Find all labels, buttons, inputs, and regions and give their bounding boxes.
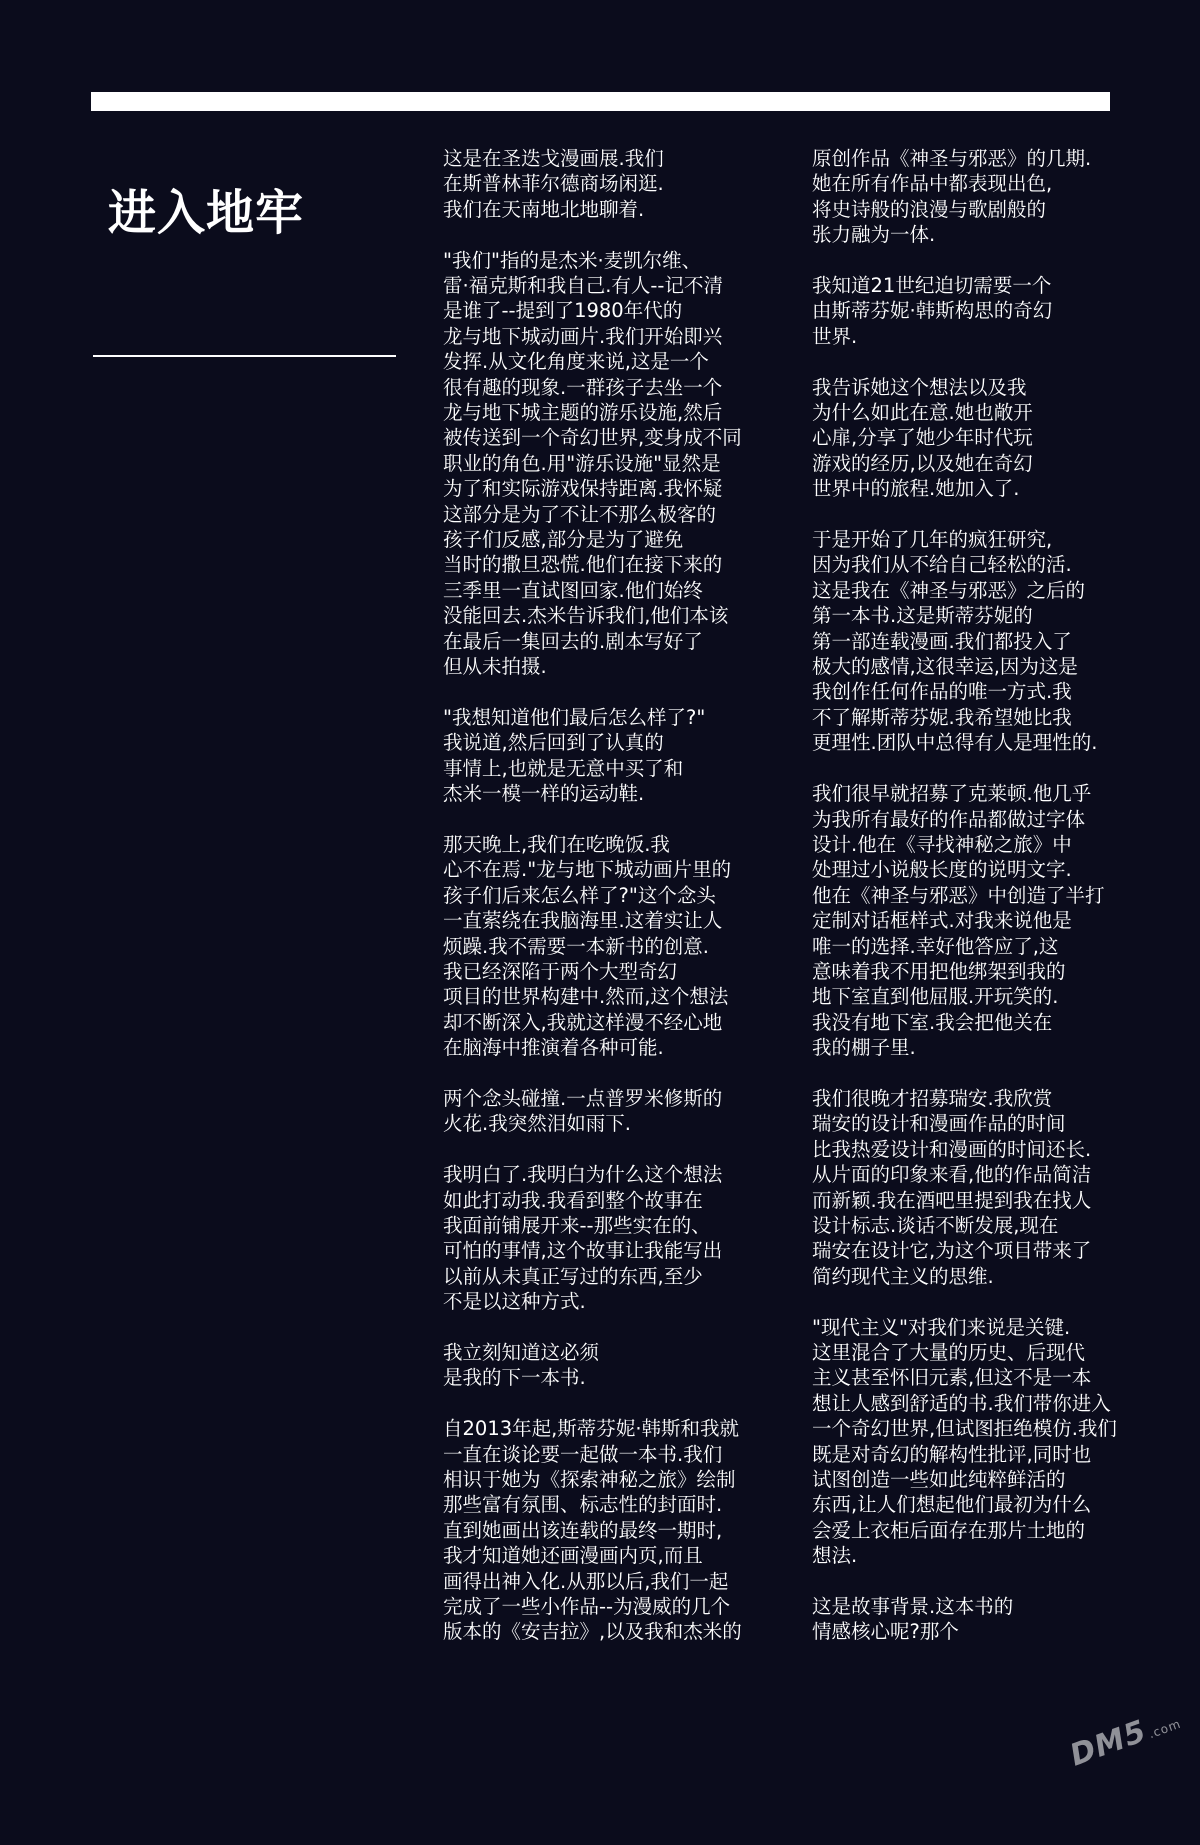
text-line: 我立刻知道这必须: [443, 1341, 600, 1364]
text-line: 心不在焉."龙与地下城动画片里的: [443, 858, 732, 882]
text-line: 被传送到一个奇幻世界,变身成不同: [443, 426, 742, 450]
text-line: 原创作品《神圣与邪恶》的几期.: [812, 147, 1092, 170]
text-line: 我们很早就招募了克莱顿.他几乎: [812, 782, 1092, 806]
paragraph: [443, 146, 783, 222]
text-line: 我没有地下室.我会把他关在: [812, 1010, 1053, 1034]
text-line: 我面前铺展开来--那些实在的、: [443, 1213, 711, 1237]
text-line: 第一本书.这是斯蒂芬妮的: [812, 604, 1033, 628]
text-line: 他在《神圣与邪恶》中创造了半打: [812, 883, 1105, 907]
text-line: 是谁了--提到了1980年代的: [443, 299, 683, 323]
text-line: 在斯普林菲尔德商场闲逛.: [443, 172, 664, 196]
text-line: "我们"指的是杰米·麦凯尔维、: [443, 248, 702, 272]
text-line: 在脑海中推演着各种可能.: [443, 1036, 664, 1060]
text-line: 瑞安的设计和漫画作品的时间: [812, 1112, 1066, 1136]
header-rule: [91, 92, 1110, 111]
text-line: 项目的世界构建中.然而,这个想法: [443, 985, 729, 1009]
text-line: 这是在圣迭戈漫画展.我们: [443, 147, 664, 170]
text-line: 我明白了.我明白为什么这个想法: [443, 1163, 723, 1187]
watermark-brand: DM5: [1065, 1713, 1152, 1774]
text-line: 这部分是为了不让不那么极客的: [443, 502, 717, 526]
paragraph: [812, 781, 1142, 1060]
text-line: 不是以这种方式.: [443, 1290, 586, 1314]
text-line: 一个奇幻世界,但试图拒绝模仿.我们: [812, 1417, 1117, 1441]
text-line: 于是开始了几年的疯狂研究,: [812, 528, 1053, 552]
text-line: 为我所有最好的作品都做过字体: [812, 807, 1086, 831]
paragraph: [812, 1315, 1142, 1569]
text-line: 完成了一些小作品--为漫威的几个: [443, 1595, 731, 1619]
text-line: 不了解斯蒂芬妮.我希望她比我: [812, 705, 1072, 729]
text-line: 想法.: [812, 1544, 858, 1568]
text-line: 而新颖.我在酒吧里提到我在找人: [812, 1188, 1092, 1212]
paragraph: [443, 248, 783, 680]
text-line: 我才知道她还画漫画内页,而且: [443, 1544, 703, 1568]
text-line: 意味着我不用把他绑架到我的: [812, 959, 1066, 983]
text-line: 从片面的印象来看,他的作品简洁: [812, 1163, 1092, 1187]
text-line: 以前从未真正写过的东西,至少: [443, 1264, 703, 1288]
page-title: 进入地牢: [108, 185, 305, 241]
text-line: 定制对话框样式.对我来说他是: [812, 909, 1072, 933]
text-line: 很有趣的现象.一群孩子去坐一个: [443, 375, 723, 399]
text-line: 第一部连载漫画.我们都投入了: [812, 629, 1072, 653]
text-line: 设计.他在《寻找神秘之旅》中: [812, 832, 1072, 856]
text-line: 我告诉她这个想法以及我: [812, 375, 1027, 399]
text-line: 由斯蒂芬妮·韩斯构思的奇幻: [812, 299, 1053, 323]
text-line: 但从未拍摄.: [443, 655, 547, 679]
paragraph: [443, 1162, 783, 1314]
text-line: 是我的下一本书.: [443, 1366, 586, 1390]
text-line: 情感核心呢?那个: [812, 1620, 959, 1644]
paragraph: [812, 527, 1142, 756]
text-line: 当时的撒旦恐慌.他们在接下来的: [443, 553, 723, 577]
text-line: 会爱上衣柜后面存在那片土地的: [812, 1518, 1086, 1542]
text-line: 两个念头碰撞.一点普罗米修斯的: [443, 1086, 723, 1110]
text-line: 唯一的选择.幸好他答应了,这: [812, 934, 1059, 958]
text-line: 我创作任何作品的唯一方式.我: [812, 680, 1072, 704]
text-line: "现代主义"对我们来说是关键.: [812, 1315, 1071, 1339]
text-line: 直到她画出该连载的最终一期时,: [443, 1518, 723, 1542]
text-line: 试图创造一些如此纯粹鲜活的: [812, 1468, 1066, 1492]
paragraph: [443, 705, 783, 807]
text-line: 她在所有作品中都表现出色,: [812, 172, 1053, 196]
text-line: 处理过小说般长度的说明文字.: [812, 858, 1072, 882]
text-line: 一直在谈论要一起做一本书.我们: [443, 1442, 723, 1466]
paragraph: [443, 1086, 783, 1137]
text-line: 一直萦绕在我脑海里.这着实让人: [443, 909, 723, 933]
text-line: 张力融为一体.: [812, 223, 936, 247]
text-line: 火花.我突然泪如雨下.: [443, 1112, 631, 1136]
paragraph: [443, 832, 783, 1061]
text-line: 自2013年起,斯蒂芬妮·韩斯和我就: [443, 1417, 740, 1441]
text-line: 相识于她为《探索神秘之旅》绘制: [443, 1468, 736, 1492]
paragraph: [443, 1340, 783, 1391]
text-line: 画得出神入化.从那以后,我们一起: [443, 1569, 729, 1593]
article-column-left: [443, 146, 783, 1670]
site-watermark-logo: [1065, 1702, 1184, 1774]
article-column-right: [812, 146, 1142, 1670]
text-line: 比我热爱设计和漫画的时间还长.: [812, 1137, 1092, 1161]
text-line: 东西,让人们想起他们最初为什么: [812, 1493, 1092, 1517]
text-line: 想让人感到舒适的书.我们带你进入: [812, 1391, 1111, 1415]
text-line: 我已经深陷于两个大型奇幻: [443, 959, 678, 983]
text-line: 世界.: [812, 324, 858, 348]
paragraph: [812, 375, 1142, 502]
watermark-suffix: .com: [1146, 1716, 1183, 1742]
paragraph: [443, 1416, 783, 1645]
paragraph: [812, 1086, 1142, 1289]
text-line: 龙与地下城动画片.我们开始即兴: [443, 324, 723, 348]
text-line: 可怕的事情,这个故事让我能写出: [443, 1239, 723, 1263]
paragraph: [812, 273, 1142, 349]
text-line: 将史诗般的浪漫与歌剧般的: [812, 197, 1047, 221]
paragraph: [812, 1594, 1142, 1645]
text-line: 如此打动我.我看到整个故事在: [443, 1188, 703, 1212]
text-line: 那些富有氛围、标志性的封面时.: [443, 1493, 723, 1517]
text-line: 烦躁.我不需要一本新书的创意.: [443, 934, 709, 958]
text-line: 我知道21世纪迫切需要一个: [812, 274, 1052, 298]
text-line: 既是对奇幻的解构性批评,同时也: [812, 1442, 1092, 1466]
text-line: 更理性.团队中总得有人是理性的.: [812, 731, 1098, 755]
text-line: 孩子们后来怎么样了?"这个念头: [443, 883, 716, 907]
text-line: 龙与地下城主题的游乐设施,然后: [443, 401, 723, 425]
text-line: 这是我在《神圣与邪恶》之后的: [812, 578, 1086, 602]
text-line: 发挥.从文化角度来说,这是一个: [443, 350, 709, 374]
text-line: 因为我们从不给自己轻松的活.: [812, 553, 1072, 577]
text-line: 三季里一直试图回家.他们始终: [443, 578, 703, 602]
text-line: "我想知道他们最后怎么样了?": [443, 705, 706, 729]
text-line: 世界中的旅程.她加入了.: [812, 477, 1020, 501]
text-line: 瑞安在设计它,为这个项目带来了: [812, 1239, 1092, 1263]
text-line: 我们很晚才招募瑞安.我欣赏: [812, 1086, 1053, 1110]
text-line: 职业的角色.用"游乐设施"显然是: [443, 451, 721, 475]
text-line: 主义甚至怀旧元素,但这不是一本: [812, 1366, 1092, 1390]
text-line: 版本的《安吉拉》,以及我和杰米的: [443, 1620, 742, 1644]
text-line: 却不断深入,我就这样漫不经心地: [443, 1010, 723, 1034]
text-line: 在最后一集回去的.剧本写好了: [443, 629, 703, 653]
text-line: 这是故事背景.这本书的: [812, 1595, 1014, 1619]
text-line: 心扉,分享了她少年时代玩: [812, 426, 1033, 450]
paragraph: [812, 146, 1142, 248]
text-line: 极大的感情,这很幸运,因为这是: [812, 655, 1078, 679]
text-line: 我的棚子里.: [812, 1036, 916, 1060]
text-line: 杰米一模一样的运动鞋.: [443, 782, 645, 806]
title-underline: [93, 355, 396, 357]
text-line: 没能回去.杰米告诉我们,他们本该: [443, 604, 729, 628]
text-line: 为了和实际游戏保持距离.我怀疑: [443, 477, 723, 501]
text-line: 我们在天南地北地聊着.: [443, 197, 645, 221]
text-line: 那天晚上,我们在吃晚饭.我: [443, 832, 670, 856]
text-line: 事情上,也就是无意中买了和: [443, 756, 684, 780]
text-line: 我说道,然后回到了认真的: [443, 731, 664, 755]
text-line: 孩子们反感,部分是为了避免: [443, 528, 684, 552]
text-line: 这里混合了大量的历史、后现代: [812, 1341, 1086, 1364]
text-line: 为什么如此在意.她也敞开: [812, 401, 1033, 425]
text-line: 简约现代主义的思维.: [812, 1264, 994, 1288]
text-line: 设计标志.谈话不断发展,现在: [812, 1213, 1059, 1237]
text-line: 雷·福克斯和我自己.有人--记不清: [443, 274, 723, 298]
text-line: 地下室直到他屈服.开玩笑的.: [812, 985, 1059, 1009]
text-line: 游戏的经历,以及她在奇幻: [812, 451, 1033, 475]
